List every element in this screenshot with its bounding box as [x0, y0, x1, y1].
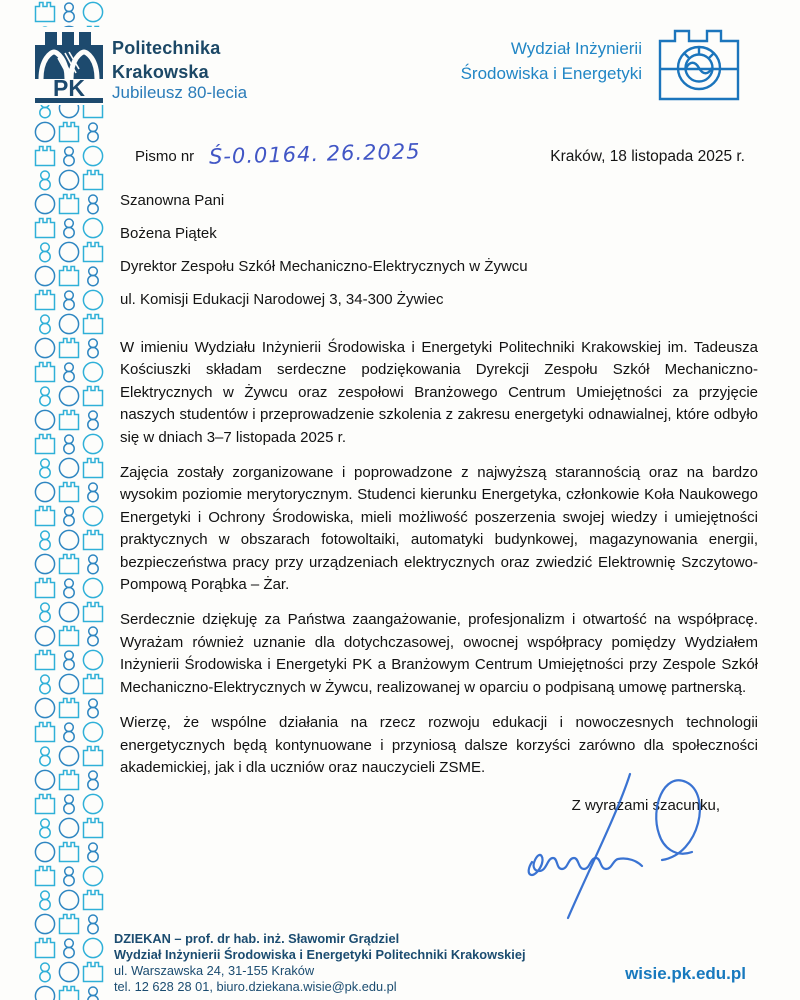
castle-80-pattern-border [33, 0, 105, 1000]
footer-contact-block [114, 931, 526, 995]
recipient-address: ul. Komisji Edukacji Narodowej 3, 34-300 Żywiec [120, 291, 444, 308]
closing-phrase: Z wyrazami szacunku, [571, 797, 720, 814]
pk-university-logo-icon [31, 27, 107, 105]
recipient-name: Bożena Piątek [120, 225, 217, 242]
handwritten-reference-number: Ś-0.0164. 26.2025 [208, 139, 421, 169]
recipient-salutation: Szanowna Pani [120, 192, 225, 209]
recipient-title: Dyrektor Zespołu Szkół Mechaniczno-Elektrycznych w Żywcu [120, 258, 528, 275]
paragraph-cooperation: Serdecznie dziękuję za Państwa zaangażowanie, profesjonalizm i otwartość na współpracę. Wyrażam również uznanie dla dotychczasowej, owocnej współpracy pomiędzy Wydziałem Inżynierii Środowiska i Energetyki PK a Branżowym Centrum Umiejętności przy Zespole Szkół Mechaniczno-Elektrycznych w Żywcu, realizowanej w oparciu o podpisaną umowę partnerską. [120, 611, 758, 696]
recipient-block [120, 192, 528, 324]
paragraph-future: Wierzę, że wspólne działania na rzecz rozwoju edukacji i nowoczesnych technologii energetycznych będą kontynuowane i przyniosą dalsze korzyści zarówno dla społeczności akademickiej, jak i dla uczniów oraz nauczycieli ZSME. [120, 714, 758, 776]
paragraph-training-details: Zajęcia zostały zorganizowane i poprowadzone z najwyższą starannością oraz na bardzo wysokim poziomie merytorycznym. Studenci kierunku Energetyka, członkowie Koła Naukowego Energetyki i Ochrony Środowiska, mieli możliwość poszerzenia swojej wiedzy i umiejętności praktycznych w obszarach fotowoltaiki, automatyki budynkowej, magazynowania energii, bezpieczeństwa pracy przy urządzeniach elektrycznych oraz zwiedzić Elektrownię Szczytowo-Pompową Porąbka – Żar. [120, 464, 758, 594]
footer-phone-email: tel. 12 628 28 01, biuro.dziekana.wisie@pk.edu.pl [114, 979, 397, 994]
jubilee-subtitle: Jubileusz 80-lecia [112, 83, 248, 102]
letter-body [120, 337, 758, 792]
pk-monogram: PK [53, 75, 85, 101]
reference-date-row [135, 139, 745, 169]
reference-label: Pismo nr [135, 148, 195, 165]
faculty-name: Wydział Inżynierii Środowiska i Energetyki [460, 39, 642, 83]
faculty-website: wisie.pk.edu.pl [625, 964, 746, 983]
dean-name: DZIEKAN – prof. dr hab. inż. Sławomir Grądziel [114, 931, 400, 946]
faculty-full-name: Wydział Inżynierii Środowiska i Energetyki Politechniki Krakowskiej [114, 947, 526, 962]
faculty-turbine-castle-icon [656, 27, 742, 103]
paragraph-thanks: W imieniu Wydziału Inżynierii Środowiska i Energetyki Politechniki Krakowskiej im. Tadeusza Kościuszki składam serdeczne podziękowania Dyrekcji Zespołu Szkół Mechaniczno-Elektrycznych w Żywcu oraz zespołowi Branżowego Centrum Umiejętności za przyjęcie naszych studentów i przeprowadzenie szkolenia z zakresu energetyki odnawialnej, które odbyło się w dniach 3–7 listopada 2025 r. [120, 339, 758, 446]
handwritten-signature [512, 770, 727, 922]
university-name: Politechnika Krakowska [112, 38, 221, 82]
letter-date: Kraków, 18 listopada 2025 r. [550, 148, 745, 165]
footer-address: ul. Warszawska 24, 31-155 Kraków [114, 963, 315, 978]
